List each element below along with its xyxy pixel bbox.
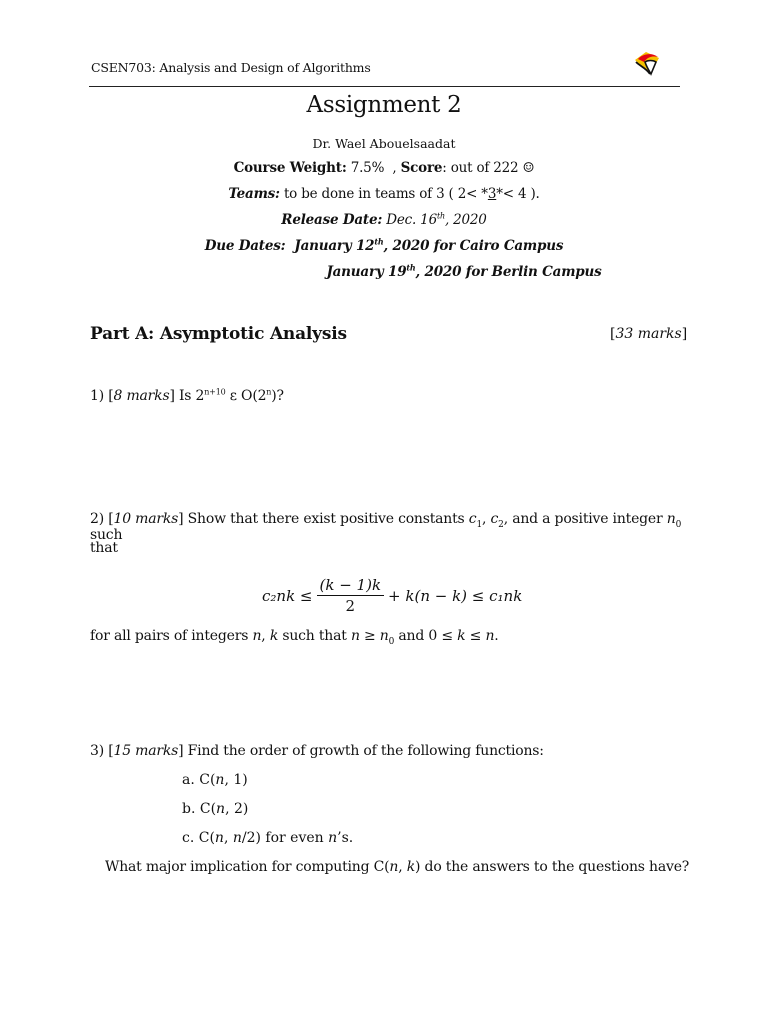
question-2: 2) [10 marks] Show that there exist positive constants $c_1$, $c_2$, and a positive integer $n_0$ such [90,511,682,543]
due-dates-label: Due Dates: [204,238,286,254]
question-1: 1) [8 marks] Is $2^{n+10}$ ε O(2$^n$)? [90,387,284,404]
teams-size: 3 [487,186,497,202]
question-2-condition: for all pairs of integers n, k such that $n \ge n_0$ and 0 ≤ k ≤ n. [90,628,499,647]
question-1-marks: 8 marks [113,388,170,404]
release-date-value: Dec. 16 [386,212,437,228]
teams-text-end: *< 4 ). [496,186,540,202]
university-logo-icon [632,48,662,76]
score-value: : out of 222 ☺ [442,160,535,176]
inequality-equation [262,576,522,615]
question-2-marks: 10 marks [113,511,179,527]
question-2-continued: that [90,540,118,556]
course-weight-line: Course Weight: 7.5% , Score: out of 222 ☺ [233,160,535,176]
due-date-berlin: January 19th, 2020 for Berlin Campus [326,262,602,280]
question-3-item-c: c. C(n, n/2) for even n’s. [182,830,354,846]
question-3-item-b: b. C(n, 2) [182,801,249,817]
question-3: 3) [15 marks] Find the order of growth of the following functions: [90,743,544,759]
release-date-label: Release Date: [281,212,383,228]
course-header: CSEN703: Analysis and Design of Algorithms [91,60,371,75]
question-3-implication: What major implication for computing C(n, k) do the answers to the questions have? [105,859,690,875]
course-weight-value: 7.5% [350,160,385,176]
teams-label: Teams: [228,186,280,202]
equation-right: + k(n − k) ≤ c₁nk [388,586,523,605]
author-name: Dr. Wael Abouelsaadat [312,136,456,151]
due-date-cairo: Due Dates: January 12th, 2020 for Cairo Campus [204,236,564,254]
course-weight-label: Course Weight: [233,160,347,176]
release-date-line: Release Date: Dec. 16th, 2020 [281,211,487,228]
question-3-item-a: a. C(n, 1) [182,772,248,788]
question-3-marks: 15 marks [113,743,179,759]
part-a-marks: [33 marks] [610,326,688,342]
equation-left: c₂nk ≤ [262,586,313,605]
assignment-title: Assignment 2 [306,92,462,118]
part-a-heading: Part A: Asymptotic Analysis [90,324,347,344]
score-label: Score [400,160,443,176]
header-divider [89,86,680,87]
teams-text: to be done in teams of 3 ( 2< * [283,186,488,202]
equation-fraction: $\frac{(k - 1)k}{2}$ [317,576,385,615]
teams-line [0,186,768,202]
